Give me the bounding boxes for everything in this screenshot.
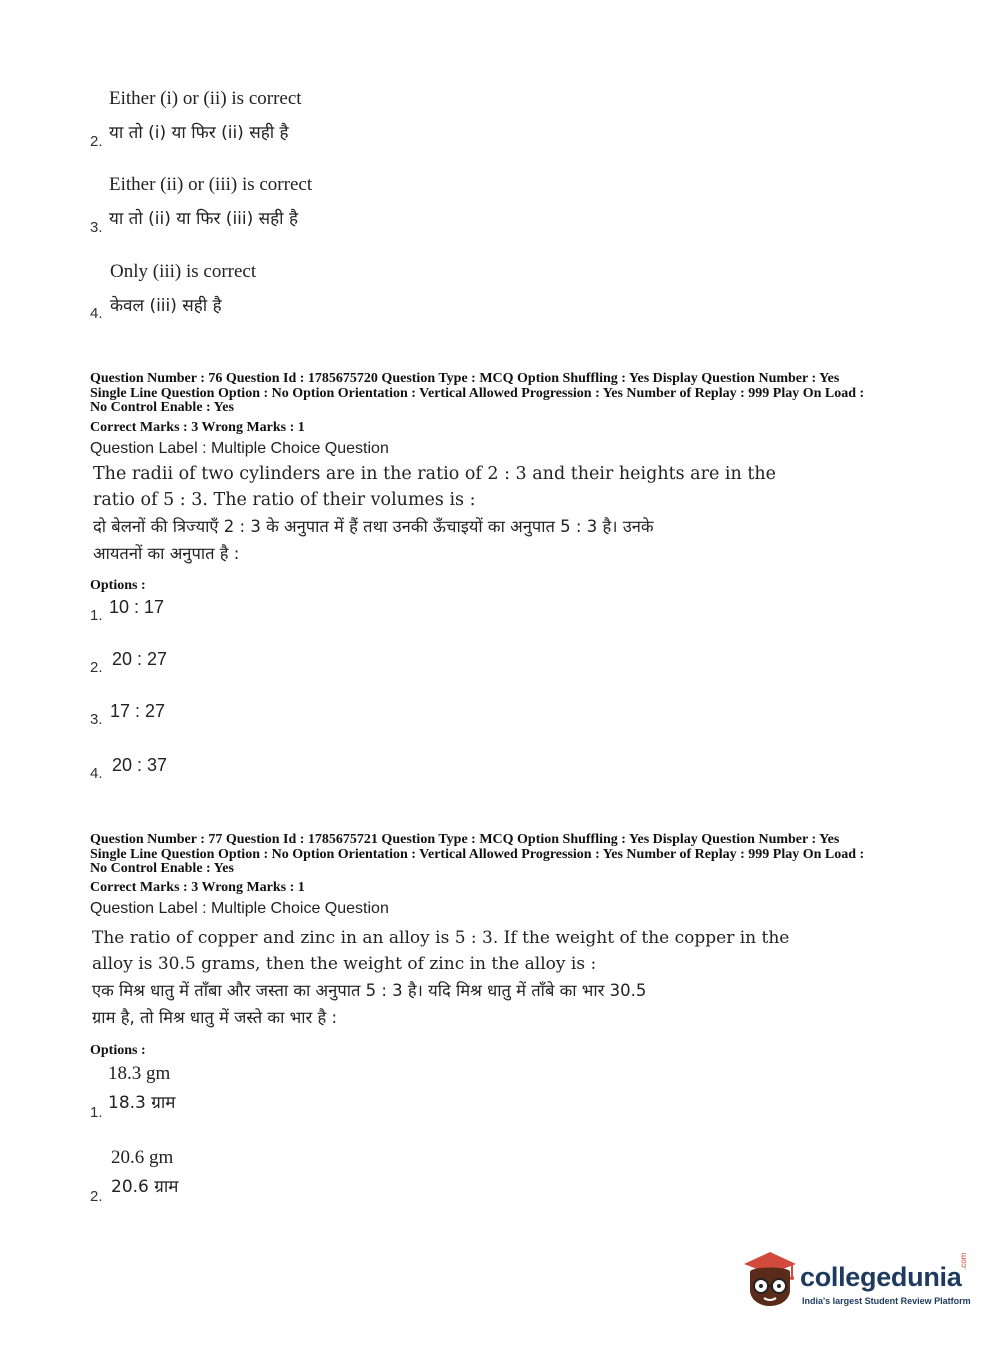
collegedunia-logo bbox=[740, 1248, 970, 1308]
option-4-hindi: केवल (iii) सही है bbox=[110, 296, 222, 316]
option-1-text: 10 : 17 bbox=[109, 597, 165, 617]
question-hindi-line-2: ग्राम है, तो मिश्र धातु में जस्ते का भार है : bbox=[92, 1008, 338, 1027]
meta-line-3: No Control Enable : Yes bbox=[90, 400, 234, 415]
question-text-english bbox=[92, 925, 789, 977]
option-2-hindi: 20.6 ग्राम bbox=[111, 1177, 179, 1197]
option-2-number: 2. bbox=[90, 133, 103, 150]
meta-line-1: Question Number : 76 Question Id : 1785675720 Question Type : MCQ Option Shuffling : Yes Display Question Number : Yes bbox=[90, 371, 840, 386]
marks-line: Correct Marks : 3 Wrong Marks : 1 bbox=[90, 880, 305, 895]
meta-line-2: Single Line Question Option : No Option Orientation : Vertical Allowed Progression : Yes Number of Replay : 999 Play On Load : bbox=[90, 846, 865, 862]
options-heading: Options : bbox=[90, 1043, 146, 1058]
option-1-hindi: 18.3 ग्राम bbox=[108, 1093, 176, 1113]
option-3-number: 3. bbox=[90, 219, 103, 236]
question-meta bbox=[90, 833, 920, 877]
question-english-line-1: The radii of two cylinders are in the ratio of 2 : 3 and their heights are in the bbox=[93, 464, 776, 484]
meta-line-3: No Control Enable : Yes bbox=[90, 861, 234, 876]
question-meta bbox=[90, 372, 920, 416]
question-label: Question Label : Multiple Choice Question bbox=[90, 900, 389, 917]
option-1-number: 1. bbox=[90, 607, 103, 624]
option-3-text: 17 : 27 bbox=[110, 701, 166, 721]
question-hindi-line-1: दो बेलनों की त्रिज्याएँ 2 : 3 के अनुपात में हैं तथा उनकी ऊँचाइयों का अनुपात 5 : 3 है। उनके bbox=[93, 517, 654, 536]
option-2-number: 2. bbox=[90, 1188, 103, 1205]
question-english-line-2: alloy is 30.5 grams, then the weight of zinc in the alloy is : bbox=[92, 954, 597, 974]
option-3-english: Either (ii) or (iii) is correct bbox=[109, 174, 313, 195]
question-text-hindi bbox=[92, 977, 646, 1031]
option-1-number: 1. bbox=[90, 1104, 103, 1121]
option-4-text: 20 : 37 bbox=[112, 755, 168, 775]
option-4-english: Only (iii) is correct bbox=[110, 261, 257, 282]
option-2-english: 20.6 gm bbox=[111, 1147, 174, 1168]
question-text-english bbox=[93, 461, 776, 513]
question-hindi-line-1: एक मिश्र धातु में ताँबा और जस्ता का अनुपात 5 : 3 है। यदि मिश्र धातु में ताँबे का भार 30.5 bbox=[92, 981, 647, 1000]
question-english-line-1: The ratio of copper and zinc in an alloy is 5 : 3. If the weight of the copper in the bbox=[92, 928, 790, 948]
logo-name: collegedunia bbox=[800, 1262, 962, 1292]
option-3-hindi: या तो (ii) या फिर (iii) सही है bbox=[109, 209, 299, 229]
question-english-line-2: ratio of 5 : 3. The ratio of their volumes is : bbox=[93, 490, 476, 510]
mascot-icon bbox=[740, 1248, 798, 1308]
option-4-number: 4. bbox=[90, 305, 103, 322]
option-3-number: 3. bbox=[90, 711, 103, 728]
meta-line-1: Question Number : 77 Question Id : 1785675721 Question Type : MCQ Option Shuffling : Yes Display Question Number : Yes bbox=[90, 832, 840, 847]
option-1-english: 18.3 gm bbox=[108, 1063, 171, 1084]
question-label: Question Label : Multiple Choice Question bbox=[90, 440, 389, 457]
marks-line: Correct Marks : 3 Wrong Marks : 1 bbox=[90, 420, 305, 435]
meta-line-2: Single Line Question Option : No Option Orientation : Vertical Allowed Progression : Yes Number of Replay : 999 Play On Load : bbox=[90, 385, 865, 401]
logo-tagline: India's largest Student Review Platform bbox=[802, 1296, 971, 1306]
option-2-hindi: या तो (i) या फिर (ii) सही है bbox=[109, 123, 289, 143]
question-hindi-line-2: आयतनों का अनुपात है : bbox=[93, 544, 240, 563]
logo-suffix: .com bbox=[959, 1252, 968, 1270]
options-heading: Options : bbox=[90, 578, 146, 593]
option-2-text: 20 : 27 bbox=[112, 649, 168, 669]
option-2-number: 2. bbox=[90, 659, 103, 676]
option-2-english: Either (i) or (ii) is correct bbox=[109, 88, 302, 109]
question-text-hindi bbox=[93, 513, 654, 567]
option-4-number: 4. bbox=[90, 765, 103, 782]
